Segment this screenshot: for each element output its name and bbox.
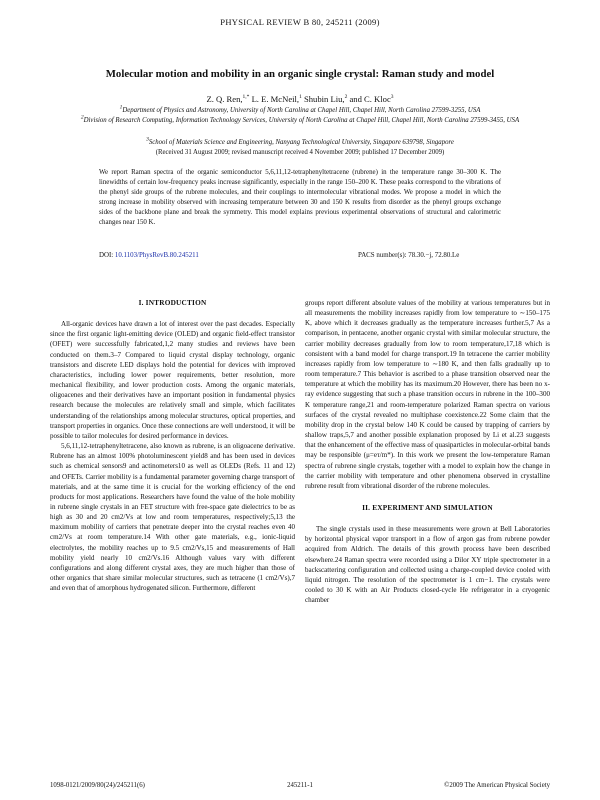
- affiliation-3: [45, 138, 555, 148]
- author-sup: 1: [299, 94, 302, 101]
- affiliation-text: Division of Research Computing, Information Technology Services, University of North Carolina at Chapel Hill, Chapel Hill, North Carolina 27599-3455, USA: [83, 117, 520, 124]
- right-column: [305, 298, 550, 605]
- doi-link[interactable]: 10.1103/PhysRevB.80.245211: [114, 252, 199, 259]
- affiliation-2: [45, 116, 555, 126]
- left-column: [50, 298, 295, 593]
- doi-line: [99, 252, 199, 259]
- section-heading-introduction: I. INTRODUCTION: [138, 298, 207, 307]
- received-dates: (Received 31 August 2009; revised manuscript received 4 November 2009; published 17 December 2009): [155, 149, 445, 156]
- paper-title: Molecular motion and mobility in an organic single crystal: Raman study and model: [105, 68, 495, 80]
- abstract: We report Raman spectra of the organic semiconductor 5,6,11,12-tetraphenyltetracene (rubrene) in the temperature range 30–300 K. The linewidths of certain low-frequency peaks increase significantly, especially in the range 150–200 K. These peaks correspond to the vibrations of the phenyl side groups of the rubrene molecules, and their couplings to intermolecular vibrational modes. We propose a model in which the strong increase in mobility observed with increasing temperature between 30 and 150 K results from disorder as the phenyl groups exchange sides of the backbone plane and break the symmetry. This model explains previous experimental observations of structural and calorimetric changes near 150 K.: [99, 169, 501, 227]
- author-list: [40, 94, 560, 104]
- author-sup: 1,*: [242, 94, 250, 101]
- pacs-numbers: PACS number(s): 78.30.−j, 72.80.Le: [358, 252, 460, 259]
- footer-issn: 1098-0121/2009/80(24)/245211(6): [50, 782, 145, 789]
- author-sup: 3: [390, 94, 394, 101]
- affiliation-1: [45, 106, 555, 116]
- paragraph: 5,6,11,12-tetraphenyltetracene, also known as rubrene, is an oligoacene derivative. Rubrene has an almost 100% photoluminescent yield8 and has been used in devices such as chemical sensors9 and actinometers10 as well as OLEDs (Refs. 11 and 12) and OFETs. Carrier mobility is a fundamental parameter governing charge transport of materials, and at the same time it is crucial for the working efficiency of the end products for most applications. Researchers have found the value of the hole mobility in rubrene single crystals in an FET structure with free-space gate dielectrics to be as high as 30 and 20 cm2/Vs at low and room temperatures, respectively;5,13 the maximum mobility of carriers that penetrate deeper into the crystal reaches even 40 cm2/Vs at room temperature.14 With other gate materials, e.g., ionic-liquid electrolytes, the mobility reaches up to 9.5 cm2/Vs,15 and measurements of Hall mobility yield nearly 10 cm2/Vs.16 Although values vary with different configurations and along different crystal axes, they are much higher than those of other organics that share similar molecular structures, such as tetracene (1 cm2/Vs),7 and even that of amorphous hydrogenated silicon. Furthermore, different: [50, 442, 295, 593]
- author: and C. Kloc: [349, 94, 391, 104]
- affiliation-sup: 2: [80, 114, 84, 121]
- paragraph: groups report different absolute values of the mobility at various temperatures but in all measurements the mobility increases rapidly from low temperature to ∼150–175 K, above which it decreases gradually as the temperature increases further.5,7 As a comparison, in pentacene, another organic crystal with similar molecular structure, the carrier mobility decreases gradually from low to room temperature,17,18 which is consistent with a band model for charge transport.19 In tetracene the carrier mobility increases rapidly from low temperature to ∼180 K, and then falls gradually up to room temperature.7 This behavior is ascribed to a phase transition observed near the temperature at which the mobility has its maximum.20 However, there has been no x-ray evidence suggesting that such a phase transition occurs in rubrene in the 100–300 K temperature range,21 and room-temperature polarized Raman spectra on various surfaces of the crystal revealed no multiphase coexistence.22 Some claim that the mobility drop in the crystal below 140 K could be caused by trapping of carriers by shallow traps,5,7 and another possible explanation proposed by Li et al.23 suggests that the enhancement of the effective mass of quasiparticles in molecular-orbital bands may be responsible (μ=eτ/m*). In this work we present the low-temperature Raman spectra of rubrene single crystals, together with a model to explain how the change in the carrier mobility with temperature and other phenomena observed in crystalline rubrene result from vibrational disorder of the rubrene molecules.: [305, 299, 550, 490]
- author: Z. Q. Ren,: [206, 94, 243, 104]
- author-sup: 2: [344, 94, 348, 101]
- section-heading-experiment: II. EXPERIMENT AND SIMULATION: [362, 502, 493, 512]
- affiliation-sup: 1: [119, 104, 123, 111]
- affiliation-text: School of Materials Science and Engineering, Nanyang Technological University, Singapore 639798, Singapore: [148, 139, 454, 146]
- affiliation-sup: 3: [146, 136, 149, 143]
- running-header: PHYSICAL REVIEW B 80, 245211 (2009): [220, 17, 380, 27]
- footer-page-number: 245211-1: [287, 782, 313, 789]
- footer-copyright: ©2009 The American Physical Society: [444, 782, 550, 789]
- author: Shubin Liu,: [303, 94, 345, 104]
- paragraph: All-organic devices have drawn a lot of interest over the past decades. Especially since the first organic light-emitting device (OLED) and organic field-effect transistor (OFET) were successfully fabricated,1,2 many studies and reviews have been conducted on them.3–7 Compared to liquid crystal display technology, organic transistors and discrete LED displays hold the potential for devices with improved characteristics, including lower power requirements, better resolution, more mechanical flexibility, and lower production costs. Among the organic materials, oligoacenes and their derivatives have an important position in fundamental physics research because the molecules are relatively small and simple, which facilitates understanding of the relationships among molecular structures, optical properties, and transport properties in organics. Once these connections are well understood, it will be possible to tailor molecules for desired performance in devices.: [50, 320, 295, 440]
- paragraph: The single crystals used in these measurements were grown at Bell Laboratories by horizontal physical vapor transport in a flow of argon gas from rubrene powder acquired from Aldrich. The details of this growth process have been described elsewhere.24 Raman spectra were recorded using a Dilor XY triple spectrometer in a backscattering configuration and collected using a charge-coupled device cooled with liquid nitrogen. The resolution of the spectrometer is 1 cm−1. The crystals were cooled to 30 K with an Air Products closed-cycle He refrigerator in a cryogenic chamber: [305, 525, 550, 605]
- affiliation-text: Department of Physics and Astronomy, University of North Carolina at Chapel Hill, Chapel Hill, North Carolina 27599-3255, USA: [122, 107, 481, 114]
- doi-label: DOI:: [99, 252, 114, 259]
- author: L. E. McNeil,: [251, 94, 300, 104]
